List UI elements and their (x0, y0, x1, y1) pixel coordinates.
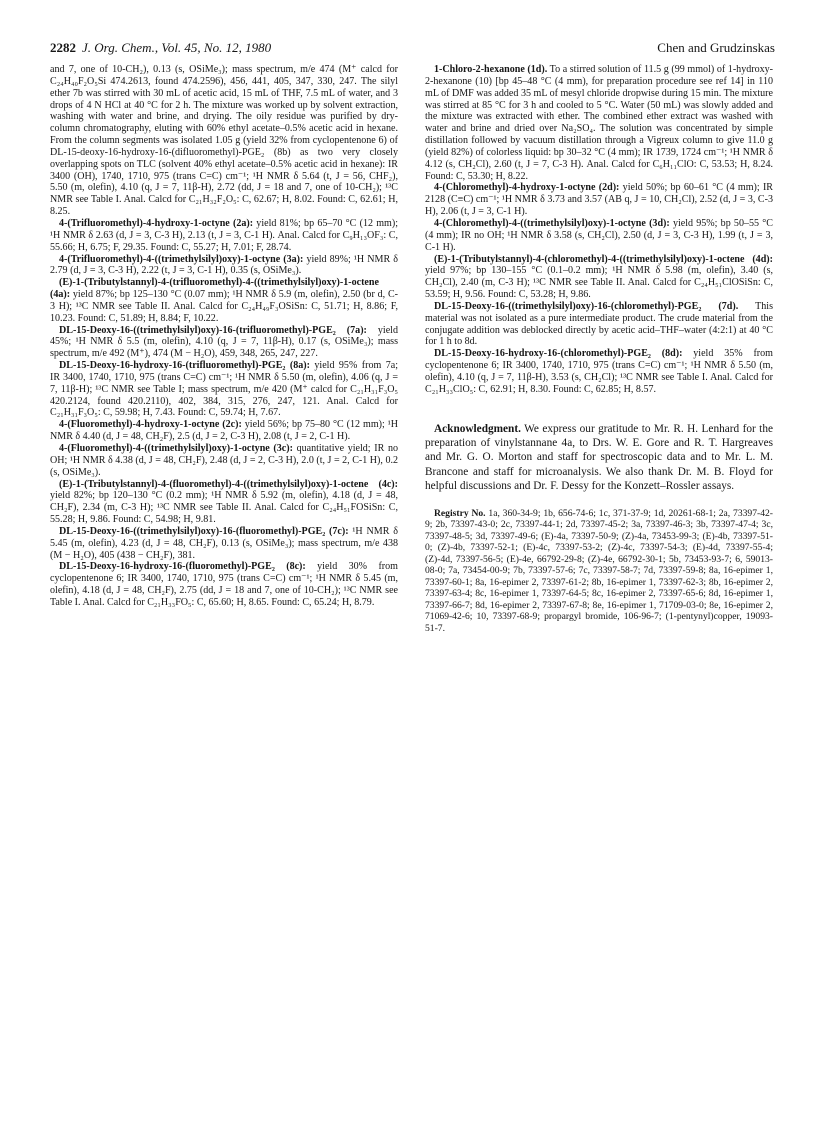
paragraph (50, 360, 398, 419)
paragraph-body: yield 82%; bp 120–130 °C (0.2 mm); ¹H NMR δ 5.92 (m, olefin), 4.18 (d, J = 48, CH₂F), 2.34 (m, C-3 H); ¹³C NMR see Table II. Anal. Calcd for C₂₄H₅₁FOSiSn: C, 55.28; H, 9.86. Found: C, 54.98; H, 9.81. (50, 490, 398, 526)
compound-title: 4-(Chloromethyl)-4-hydroxy-1-octyne (2d): (434, 182, 620, 194)
paragraph-body: yield 56%; bp 75–80 °C (12 mm); ¹H NMR δ 4.40 (d, J = 48, CH₂F), 2.5 (d, J = 2, C-3 H), 2.08 (t, J = 2, C-1 H). (50, 419, 399, 443)
paragraph (50, 419, 398, 443)
compound-title: (E)-1-(Tributylstannyl)-4-(chloromethyl)-4-((trimethylsilyl)oxy)-1-octene (4d): (434, 253, 773, 265)
paragraph-body: yield 35% from cyclopentenone 6; IR 3400, 1740, 1710, 975 (trans C=C) cm⁻¹; ¹H NMR δ 5.50 (m, olefin), 4.10 (q, J = 7, 11β-H), 3.53 (s, CH₂Cl); ¹³C NMR see Table I. Anal. Calcd for C₂₁H₃₃ClO₅: C, 62.91; H, 8.30. Found: C, 62.85; H, 8.57. (425, 348, 773, 395)
paragraph-body: yield 95% from 7a; IR 3400, 1740, 1710, 975 (trans C=C) cm⁻¹; ¹H NMR δ 5.50 (m, olefin), 4.06 (q, J = 7, 11β-H); ¹³C NMR see Table I; mass spectrum, m/e 420 (M⁺ calcd for C₂₁H₃₁F₃O₅ 420.2124, found 420.2110), 402, 384, 315, 276, 247, 121. Anal. Calcd for C₂₁H₃₁F₃O₅: C, 59.98; H, 7.43. Found: C, 59.74; H, 7.67. (50, 360, 398, 419)
compound-title: DL-15-Deoxy-16-hydroxy-16-(fluoromethyl)-PGE₂ (8c): (59, 561, 306, 573)
compound-title: 4-(Fluoromethyl)-4-hydroxy-1-octyne (2c): (59, 419, 242, 431)
paragraph-body: This material was not isolated as a pure intermediate product. The crude material from the conjugate addition was deblocked directly by acetic acid–THF–water (4:2:1) at 40 °C for 1 h to 8d. (425, 300, 773, 348)
right-column (425, 64, 773, 634)
paragraph-body: yield 30% from cyclopentenone 6; IR 3400, 1740, 1710, 975 (trans C=C) cm⁻¹; ¹H NMR δ 5.45 (m, olefin), 4.18 (d, J = 48, CH₂F), 2.75 (dd, J = 18 and 7, one of 10-CH₂); ¹³C NMR see Table I. Anal. Calcd for C₂₁H₃₃FO₅: C, 65.60; H, 8.65. Found: C, 65.24; H, 8.79. (50, 561, 398, 608)
registry-numbers (425, 508, 773, 635)
page-number: 2282 (50, 40, 76, 55)
paragraph (50, 277, 398, 324)
compound-title: 4-(Trifluoromethyl)-4-hydroxy-1-octyne (2a): (59, 217, 254, 229)
paragraph-body: ¹H NMR δ 5.45 (m, olefin), 4.23 (d, J = 48, CH₂F), 0.13 (s, OSiMe₃); mass spectrum, m/e 438 (M − H₂O), 405 (438 − CH₂F), 381. (50, 525, 398, 561)
running-authors: Chen and Grudzinskas (657, 40, 775, 55)
paragraph (425, 348, 773, 395)
paragraph (50, 218, 398, 254)
paragraph (425, 254, 773, 301)
paragraph-body: yield 95%; bp 50–55 °C (4 mm); IR no OH; ¹H NMR δ 3.58 (s, CH₂Cl), 2.50 (d, J = 3, C-3 H), 1.99 (t, J = 3, C-1 H). (425, 217, 773, 253)
paragraph (425, 182, 773, 218)
page-header (50, 40, 775, 62)
paragraph (50, 64, 398, 218)
compound-title: 1-Chloro-2-hexanone (1d). (434, 64, 548, 75)
compound-title: (E)-1-(Tributylstannyl)-4-(fluoromethyl)-4-((trimethylsilyl)oxy)-1-octene (4c): (59, 478, 398, 490)
paragraph (50, 325, 398, 361)
compound-title: DL-15-Deoxy-16-((trimethylsilyl)oxy)-16-(trifluoromethyl)-PGE₂ (7a): (59, 324, 367, 336)
paragraph-body: quantitative yield; IR no OH; ¹H NMR δ 4.38 (d, J = 48, CH₂F), 2.48 (d, J = 2, C-3 H), 2.0 (t, J = 2, C-1 H), 0.2 (s, OSiMe₃). (50, 443, 398, 478)
paragraph (50, 479, 398, 526)
compound-title: 4-(Chloromethyl)-4-((trimethylsilyl)oxy)-1-octyne (3d): (434, 217, 670, 229)
compound-title: DL-15-Deoxy-16-((trimethylsilyl)oxy)-16-(fluoromethyl)-PGE₂ (7c): (59, 525, 349, 537)
compound-title: 4-(Trifluoromethyl)-4-((trimethylsilyl)oxy)-1-octyne (3a): (59, 253, 304, 265)
compound-title: (E)-1-(Tributylstannyl)-4-(trifluoromethyl)-4-((trimethylsilyl)oxy)-1-octene (4a): (50, 277, 379, 301)
paragraph-body: yield 97%; bp 130–155 °C (0.1–0.2 mm); ¹H NMR δ 5.98 (m, olefin), 3.40 (s, CH₂Cl), 2.40 (m, C-3 H); ¹³C NMR see Table II. Anal. Calcd for C₂₄H₅₁ClOSiSn: C, 53.59; H, 9.56. Found: C, 53.28; H, 9.86. (425, 265, 773, 301)
compound-title: DL-15-Deoxy-16-((trimethylsilyl)oxy)-16-(chloromethyl)-PGE₂ (7d). (434, 300, 739, 312)
paragraph-body: yield 89%; ¹H NMR δ 2.79 (d, J = 3, C-3 H), 2.22 (t, J = 3, C-1 H), 0.35 (s, OSiMe₃). (50, 253, 399, 277)
paragraph (50, 443, 398, 479)
paragraph (50, 254, 398, 278)
paragraph-body: yield 50%; bp 60–61 °C (4 mm); IR 2128 (C≡C) cm⁻¹; ¹H NMR δ 3.73 and 3.57 (AB q, J = 10, CH₂Cl), 2.52 (d, J = 3, C-3 H), 2.06 (t, J = 3, C-1 H). (425, 182, 773, 218)
registry-body: 1a, 360-34-9; 1b, 656-74-6; 1c, 371-37-9; 1d, 20261-68-1; 2a, 73397-42-9; 2b, 73397-43-0; 2c, 73397-44-1; 2d, 73397-45-2; 3a, 73397-46-3; 3b, 73397-47-4; 3c, 73397-48-5; 3d, 73397-49-6; (E)-4a, 73397-50-9; (Z)-4a, 73453-99-3; (E)-4b, 73397-51-0; (Z)-4b, 73397-52-1; (E)-4c, 73397-53-2; (Z)-4c, 73397-54-3; (E)-4d, 73397-55-4; (Z)-4d, 73397-56-5; (E)-4e, 66792-29-8; (Z)-4e, 66792-30-1; 5b, 73453-93-7; 6, 59013-08-0; 7a, 73454-00-9; 7b, 73397-57-6; 7c, 73397-58-7; 7d, 73397-59-8; 8a, 16-epimer 1, 73397-60-1; 8a, 16-epimer 2, 73397-61-2; 8b, 16-epimer 1, 73397-62-3; 8b, 16-epimer 2, 73397-63-4; 8c, 16-epimer 1, 73397-64-5; 8c, 16-epimer 2, 73397-65-6; 8d, 16-epimer 1, 73397-66-7; 8d, 16-epimer 2, 73397-67-8; 8e, 16-epimer 1, 71709-03-0; 8e, 16-epimer 2, 71069-42-6; 10, 73397-68-9; propargyl bromide, 106-96-7; (1-pentynyl)copper, 19093-51-7. (425, 507, 773, 634)
acknowledgment-body: We express our gratitude to Mr. R. H. Lenhard for the preparation of vinylstannane 4a, to Drs. W. E. Gore and R. T. Hargreaves and Mr. G. O. Morton and staff for spectroscopic data and to Mr. L. M. Brancone and staff for microanalysis. We also thank Dr. M. B. Floyd for helpful discussions and Dr. F. Dessy for the Konzett–Rossler assays. (425, 422, 773, 493)
paragraph (425, 218, 773, 254)
paragraph-body: yield 45%; ¹H NMR δ 5.5 (m, olefin), 4.10 (q, J = 7, 11β-H), 0.17 (s, OSiMe₃); mass spectrum, m/e 492 (M⁺), 474 (M − H₂O), 459, 348, 265, 247, 227. (50, 324, 398, 360)
paragraph (425, 64, 773, 182)
paragraph-body: To a stirred solution of 11.5 g (99 mmol) of 1-hydroxy-2-hexanone (10) [bp 45–48 °C (4 mm), for preparation procedure see ref 14] in 110 mL of DMF was added 35 mL of mesyl chloride dropwise during 15 min. The mixture was stirred at 85 °C for 3 h and cooled to 5 °C. Water (50 mL) was slowly added and the mixture was extracted with ether. The combined ether extract was washed with water and brine and dried over Na₂SO₄. The solution was concentrated by simple distillation followed by vacuum distillation through a Vigreux column to give 11.0 g (yield 82%) of colorless liquid: bp 30–32 °C (4 mm); IR 1739, 1724 cm⁻¹; ¹H NMR δ 4.12 (s, CH₂Cl), 2.60 (t, J = 7, C-3 H). Anal. Calcd for C₆H₁₁ClO: C, 53.53; H, 8.24. Found: C, 53.30; H, 8.22. (425, 64, 773, 182)
paragraph (50, 561, 398, 608)
compound-title: DL-15-Deoxy-16-hydroxy-16-(trifluoromethyl)-PGE₂ (8a): (59, 360, 310, 372)
registry-title: Registry No. (434, 507, 486, 519)
paragraph-body: yield 81%; bp 65–70 °C (12 mm); ¹H NMR δ 2.63 (d, J = 3, C-3 H), 2.13 (t, J = 3, C-1 H). Anal. Calcd for C₉H₁₃OF₃: C, 55.66; H, 6.75; F, 29.35. Found: C, 55.27; H, 7.01; F, 28.74. (50, 217, 398, 253)
compound-title: 4-(Fluoromethyl)-4-((trimethylsilyl)oxy)-1-octyne (3c): (59, 443, 293, 454)
paragraph (425, 301, 773, 348)
acknowledgment-title: Acknowledgment. (434, 422, 521, 435)
compound-title: DL-15-Deoxy-16-hydroxy-16-(chloromethyl)-PGE₂ (8d): (434, 348, 683, 360)
paragraph (50, 526, 398, 562)
left-column (50, 64, 398, 609)
acknowledgment (425, 422, 773, 494)
paragraph-body: and 7, one of 10-CH₂), 0.13 (s, OSiMe₃); mass spectrum, m/e 474 (M⁺ calcd for C₂₄H₄₀F₂O₅Si 474.2613, found 474.2596), 456, 441, 405, 347, 330, 247. The silyl ether 7b was stirred with 30 mL of acetic acid, 15 mL of THF, 7.5 mL of water, and 3 drops of 4 N HCl at 40 °C for 2 h. The mixture was worked up by solvent extraction, washing with water and brine, and drying. The oily residue was purified by dry-column chromatography, eluting with 60% ethyl acetate–0.5% acetic acid in hexane. From the column segments was isolated 1.05 g (yield 32% from cyclopentenone 6) of DL-15-deoxy-16-hydroxy-16-(difluoromethyl)-PGE₂ (8b) as two very closely overlapping spots on TLC (solvent 40% ethyl acetate–0.5% acetic acid in hexane): IR 3400 (OH), 1740, 1710, 975 (trans C=C) cm⁻¹; ¹H NMR δ 5.64 (t, J = 56, CHF₂), 5.50 (m, olefin), 4.10 (q, J = 7, 11β-H), 2.72 (dd, J = 18 and 7, one of 10-CH₂); ¹³C NMR see Table I. Anal. Calcd for C₂₁H₃₂F₂O₅: C, 62.67; H, 8.02. Found: C, 62.61; H, 8.25. (50, 64, 398, 218)
journal-citation: J. Org. Chem., Vol. 45, No. 12, 1980 (82, 40, 272, 55)
paragraph-body: yield 87%; bp 125–130 °C (0.07 mm); ¹H NMR δ 5.9 (m, olefin), 2.50 (br d, C-3 H); ¹³C NMR see Table II. Anal. Calcd for C₂₄H₄₉F₃OSiSn: C, 51.71; H, 8.86; F, 10.23. Found: C, 51.89; H, 8.84; F, 10.22. (50, 289, 398, 324)
